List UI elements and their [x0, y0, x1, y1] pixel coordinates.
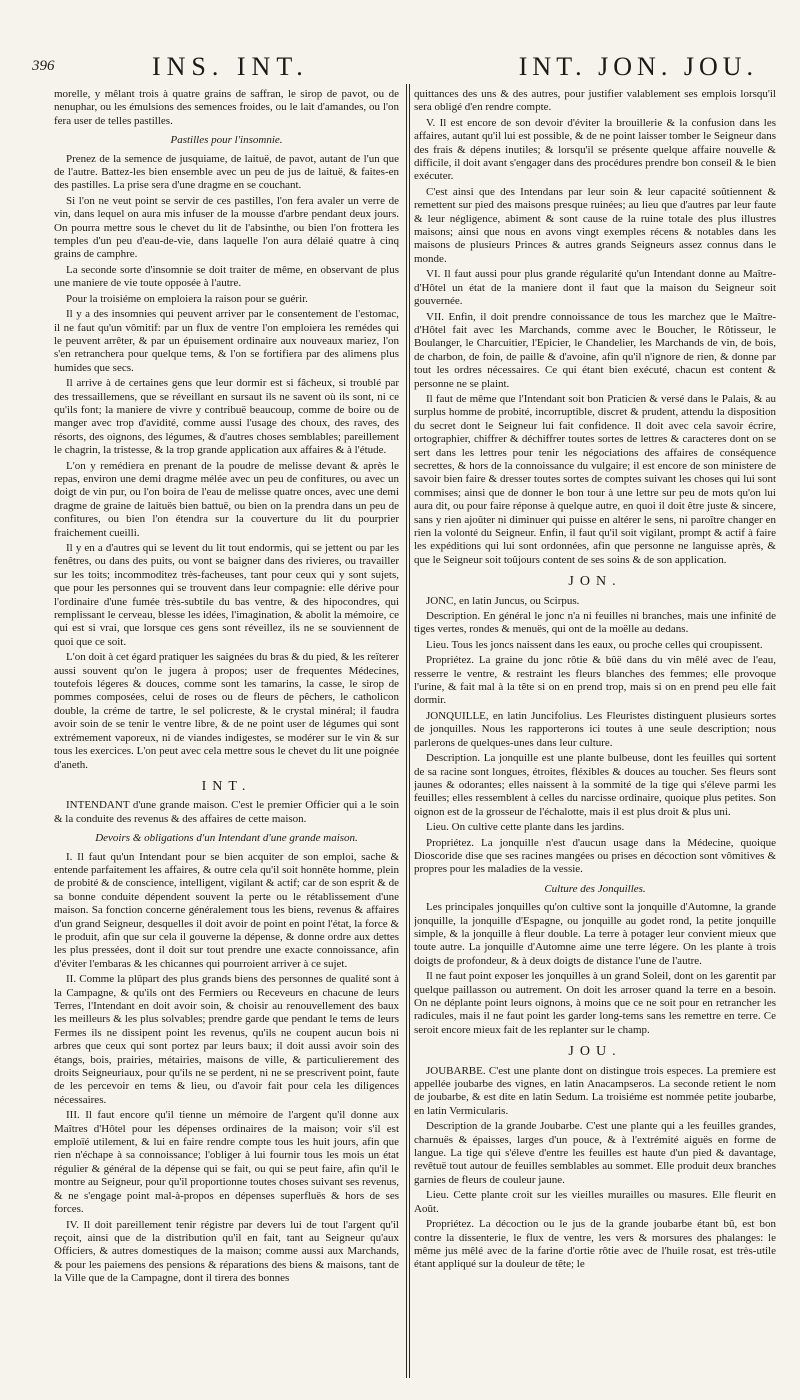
paragraph: Il faut de même que l'Intendant soit bon Praticien & versé dans le Palais, & au surplus homme de probité, incorruptible, discret & prudent, attendu la disposition du secret dont le Seigneur lui fait confidence. Il doit avec cela savoir écrire, ortographier, chiffrer & déchiffrer toutes sortes de lettres & caracteres dont on se sert dans les lettres pour tenir les négociations des affaires de conséquence secrettes, & hors de la connoissance du vulgaire; il est encore de son ministere de savoir bien faire & dresser toutes sortes de comptes suivant les choses qui lui sont commises; ainsi que de donner le bon tour à une lettre sur peu de mots qu'on lui aura dit, ou pour faire réponse à quelque autre, en quoi il doit être juste & sincere, sans y rien ajoûter ni diminuer qui puisse en altérer le sens, ni paroître changer en rien la volonté du Seigneur. Enfin, il faut qu'il soit vigilant, prompt & actif à faire les expéditions qui lui sont ordonnées, afin que personne ne languisse après, & que le Seigneur soit toûjours content de ses soins & de son application. [414, 392, 776, 566]
section-subtitle: Devoirs & obligations d'un Intendant d'une grande maison. [95, 832, 358, 845]
paragraph: Il ne faut point exposer les jonquilles à un grand Soleil, dont on les garentit par quelque paillasson ou autrement. On doit les arroser quand la terre en a besoin. On ne déplante point leurs oignons, à moins que ce ne soit pour en retrancher les radicules, mais il ne faut point les garder long-tems sans les remettre en terre. Ce seroit encore mieux fait de les replanter sur le champ. [414, 970, 776, 1036]
paragraph: IV. Il doit pareillement tenir régistre par devers lui de tout l'argent qu'il reçoit, ainsi que de la distribution qu'il en fait, tant au Seigneur qu'aux Officiers, & autres domestiques de la maison; comme aussi aux Marchands, & pour les paiemens des pensions & réparations des biens & maisons, tant de la Ville que de la Campagne, dont il tirera des bonnes [54, 1218, 399, 1285]
paragraph: III. Il faut encore qu'il tienne un mémoire de l'argent qu'il donne aux Maîtres d'Hôtel pour les dépenses ordinaires de la maison; voir s'il est emploïé utilement, & lui en faire rendre compte tous les huit jours, afin que rien n'échape à sa connoissance; l'obliger à lui fournir tous les mois un état régulier & général de la dépense qui se fait, ou qui se peut faire, afin qu'il le montre au Seigneur, pour qu'il proportionne toutes choses suivant ses revenus, & ne s'engage point mal-à-propos en dépenses superfluës & hors de ses forces. [54, 1109, 399, 1216]
paragraph: V. Il est encore de son devoir d'éviter la brouillerie & la confusion dans les affaires, autant qu'il lui est possible, & de ne point laisser tomber le Seigneur dans des frais & dépens inutiles; & lorsqu'il se présente quelque affaire nouvelle & difficile, il doit avant s'engager dans des procédures prendre bon conseil & le bien exécuter. [414, 116, 776, 183]
paragraph: VII. Enfin, il doit prendre connoissance de tous les marchez que le Maître-d'Hôtel fait avec les Marchands, comme avec le Boucher, le Rôtisseur, le Boulanger, le Charcuitier, l'Epicier, le Chandelier, les Marchands de vin, de bois, de charbon, de foin, de paille & d'avoine, afin qu'il n'ignore de rien, & donne par tout les ordres nécessaires. Ce qui étant bien exécuté, chacun est content & personne ne se plaint. [414, 310, 776, 390]
paragraph: C'est ainsi que des Intendans par leur soin & leur capacité soûtiennent & remettent sur pied des maisons presque ruinées; au lieu que d'autres par leur faute & leur négligence, abiment & sont cause de la ruine totale des plus illustres maisons; ainsi que nous en avons vingt exemples récens & notables dans les maisons de plusieurs Princes & autres grands Seigneurs assez connus dans le monde. [414, 185, 776, 265]
section-title: JOU. [568, 1044, 622, 1060]
paragraph: Si l'on ne veut point se servir de ces pastilles, l'on fera avaler un verre de vin, dans lequel on aura mis infuser de la mousse d'arbre pendant deux jours. On pourra mettre sous le chevet du lit de l'absinthe, ou bien l'on frottera les temples d'un peu d'eau-de-vie, dans laquelle l'on aura délaié quatre à cinq grains de camphre. [54, 194, 399, 261]
paragraph: Il y en a d'autres qui se levent du lit tout endormis, qui se jettent ou par les fenêtres, ou dans des puits, ou vont se baigner dans des rivieres, ou travailler sur les toits; incommoditez très-facheuses, tant pour ceux qui y sont sujets, que pour les personnes qui se trouvent dans leur compagnie: elle dérive pour l'ordinaire d'une fumée très-subtile du bas ventre, & des hipocondres, qui remplissant le cerveau, blesse les idées, l'imagination, & abolit la mémoire, ce qui est si vrai, que lorsque ces gens sont réveillez, ils ne se souviennent de quoi que ce soit. [54, 542, 399, 648]
paragraph: Propriétez. La graine du jonc rôtie & bûë dans du vin mêlé avec de l'eau, resserre le ventre, & restraint les fleurs blanches des femmes; elle provoque l'urine, & fait mal à la tête si on en prend trop, mais si on en prend peu elle fait dormir. [414, 654, 776, 707]
paragraph: La seconde sorte d'insomnie se doit traiter de même, en observant de plus une maniere de vie toute opposée à l'autre. [54, 263, 399, 290]
page-number: 396 [32, 58, 55, 74]
paragraph: INTENDANT d'une grande maison. C'est le premier Officier qui a le soin & la conduite des revenus & des affaires de cette maison. [54, 799, 399, 825]
section-title: INT. [201, 778, 252, 794]
paragraph: Il y a des insomnies qui peuvent arriver par le consentement de l'estomac, il ne faut qu'un vômitif: par un flux de ventre l'on emploiera les remédes qui le peuvent arrêter, & par un épuisement ordinaire aux nouveaux mariez, l'on s'en retranchera pour quelque tems, & l'on se fortifiera par des alimens plus humides que secs. [54, 308, 399, 374]
paragraph: VI. Il faut aussi pour plus grande régularité qu'un Intendant donne au Maître-d'Hôtel un état de la maniere dont il faut que la maison du Seigneur soit gouvernée. [414, 268, 776, 308]
paragraph: Prenez de la semence de jusquiame, de laituë, de pavot, autant de l'un que de l'autre. Battez-les bien ensemble avec un peu de jus de laituë, & faites-en des pastilles. La prise sera d'une dragme en se couchant. [54, 152, 399, 192]
paragraph: Il arrive à de certaines gens que leur dormir est si fâcheux, si troublé par des tressaillemens, que se réveillant en sursaut ils ne savent où ils sont, ni ce qu'ils font; la maniere de vivre y contribuë beaucoup, comme de boire ou de manger avec trop d'avidité, comme aussi l'usage des choux, des raves, des résorts, des oignons, des légumes, & d'autres choses semblables; pareillement le chagrin, la tristesse, & la trop grande application aux affaires & à l'étude. [54, 377, 399, 457]
left-column [54, 88, 399, 1382]
paragraph: Pour la troisiéme on emploiera la raison pour se guérir. [66, 292, 308, 305]
paragraph: Propriétez. La décoction ou le jus de la grande joubarbe étant bû, est bon contre la dissenterie, le flux de ventre, les vers & morsures des phalanges: le même jus mêlé avec de la farine d'ortie rôtie avec de l'huile rosat, est très-utile étant appliqué sur la douleur de tête; le [414, 1218, 776, 1271]
section-subtitle: Pastilles pour l'insomnie. [170, 134, 283, 147]
right-column [414, 88, 776, 1382]
paragraph: Description. La jonquille est une plante bulbeuse, dont les feuilles qui sortent de sa racine sont longues, étroites, fléxibles & douces au toucher. Ses fleurs sont jaunes & odorantes; elles naissent à la sommité de la tige qui s'éleve parmi les feuilles; elles ressemblent à celles du narcisse ordinaire, quoique plus petites. Son oignon est de la grosseur de l'échalotte, mais il est plus droit & plus uni. [414, 752, 776, 818]
section-title: JON. [568, 574, 622, 590]
running-head-left: INS. INT. [152, 52, 309, 81]
paragraph: Lieu. Cette plante croit sur les vieilles murailles ou masures. Elle fleurit en Août. [414, 1189, 776, 1215]
paragraph: Propriétez. La jonquille n'est d'aucun usage dans la Médecine, quoique Dioscoride dise que ses racines mangées ou prises en décoction sont vômitives & propres pour les maladies de la vessie. [414, 836, 776, 876]
paragraph: morelle, y mêlant trois à quatre grains de saffran, le sirop de pavot, ou de nenuphar, ou les émulsions des semences froides, ou le lait d'amandes, ou l'on fera user de telles pastilles. [54, 88, 399, 127]
paragraph: Lieu. Tous les joncs naissent dans les eaux, ou proche celles qui croupissent. [426, 638, 763, 651]
running-head [32, 52, 776, 84]
paragraph: L'on doit à cet égard pratiquer les saignées du bras & du pied, & les reïterer aussi souvent qu'on le jugera à propos; user de frequentes Médecines, toutefois légeres & douces, comme sont les tamarins, la casse, le sirop de pommes composées, celui de roses ou de fleurs de pêchers, le catholicon double, la créme de tartre, le sel policreste, & le crystal minéral; il faudra avoir soin de se tenir le ventre libre, & de ne point user de légumes qui sont extrémement vaporeux, ni de viandes indigestes, se modérer sur le vin & sur tous les exercices. L'on peut avec cela mettre sous le chevet du lit une poignée d'aneth. [54, 651, 399, 771]
column-rule [406, 84, 407, 1378]
paragraph: II. Comme la plûpart des plus grands biens des personnes de qualité sont à la Campagne, & qu'ils ont des Fermiers ou Receveurs en chacune de leurs Terres, l'Intendant en doit avoir soin, & choisir au renouvellement des baux les meilleurs & les plus solvables; prendre garde que pendant le tems de leurs Fermes ils ne dissipent point les revenus, qu'ils ne coupent aucun bois ni arbres que ceux qui sont portez par leurs baux; il doit aussi avoir soin des étangs, bois, prairies, métairies, maisons de ville, & particulierement des droits Seigneuriaux, pour qu'ils ne se perdent, ni ne se prescrivent point, faute de les percevoir en tems & lieu, ou d'avoir fait pour cela les diligences nécessaires. [54, 973, 399, 1106]
paragraph: Description de la grande Joubarbe. C'est une plante qui a les feuilles grandes, charnuës & épaisses, larges d'un pouce, & à l'extrémité aiguës en forme de langue. La tige qui s'éleve d'entre les feuilles est haute d'un pied & davantage, revêtuë tout autour de feuilles semblables au sommet. Elle produit deux branches garnies de fleurs de couleur jaune. [414, 1120, 776, 1186]
paragraph: Les principales jonquilles qu'on cultive sont la jonquille d'Automne, la grande jonquille, la jonquille d'Espagne, ou jonquille au godet rond, la petite jonquille simple, & la jonquille à fleur double. La terre à potager leur convient mieux que toute autre. La jonquille d'Automne aime une terre légere. On les plante à trois doigts de profondeur, & à deux doigts de distance l'une de l'autre. [414, 901, 776, 967]
entry-heading: JONC, en latin Juncus, ou Scirpus. [426, 594, 580, 607]
paragraph: Description. En général le jonc n'a ni feuilles ni branches, mais une infinité de tiges vertes, rondes & menuës, qui ont de la moëlle au dedans. [414, 610, 776, 636]
column-rule [409, 84, 410, 1378]
running-head-right: INT. JON. JOU. [518, 52, 758, 81]
section-subtitle: Culture des Jonquilles. [544, 882, 646, 895]
paragraph: Lieu. On cultive cette plante dans les jardins. [426, 821, 625, 834]
entry-heading: JONQUILLE, en latin Juncifolius. Les Fleuristes distinguent plusieurs sortes de jonquilles. Nous les rapporterons ici toutes à une seule description; nous parlerons de quelques-unes dans leur culture. [414, 709, 776, 749]
entry-heading: JOUBARBE. C'est une plante dont on distingue trois especes. La premiere est appellée joubarbe des vignes, en latin Anacampseros. La seconde retient le nom de joubarbe, & est dite en latin Sedum. La troisiéme est nommée petite joubarbe, en latin Vermicularis. [414, 1064, 776, 1117]
paragraph: I. Il faut qu'un Intendant pour se bien acquiter de son emploi, sache & entende parfaitement les affaires, & outre cela qu'il soit honnête homme, plein de probité & de conscience, intelligent, vigilant & actif; car de son esprit & de sa bonne conduite dépendent souvent la perte ou le rétablissement d'une maison. Sa fonction concerne généralement tous les biens, revenus & affaires d'un grand Seigneur, desquelles il doit avoir de point en point l'état, la force & le produit, afin que sur cela il gouverne la dépense, & donne ordre aux dettes les plus pressées, dont il doit sur tout prendre une exacte connoissance, afin d'éviter l'embaras & les chicannes qui pourroient arriver à ce sujet. [54, 850, 399, 970]
paragraph: quittances des uns & des autres, pour justifier valablement ses emplois lorsqu'il sera obligé d'en rendre compte. [414, 88, 776, 114]
paragraph: L'on y remédiera en prenant de la poudre de melisse devant & après le repas, environ une demi dragme mélée avec un peu de confitures, ou avec un doigt de vin pur, ou l'on boira de l'eau de melisse quatre onces, avec une demi dragme de graine de laituës bien battuë, ou bien on la prendra dans un peu de confitures, ou bien l'on étendra sur la couverture du lit du pourprier fraichement cueilli. [54, 459, 399, 539]
